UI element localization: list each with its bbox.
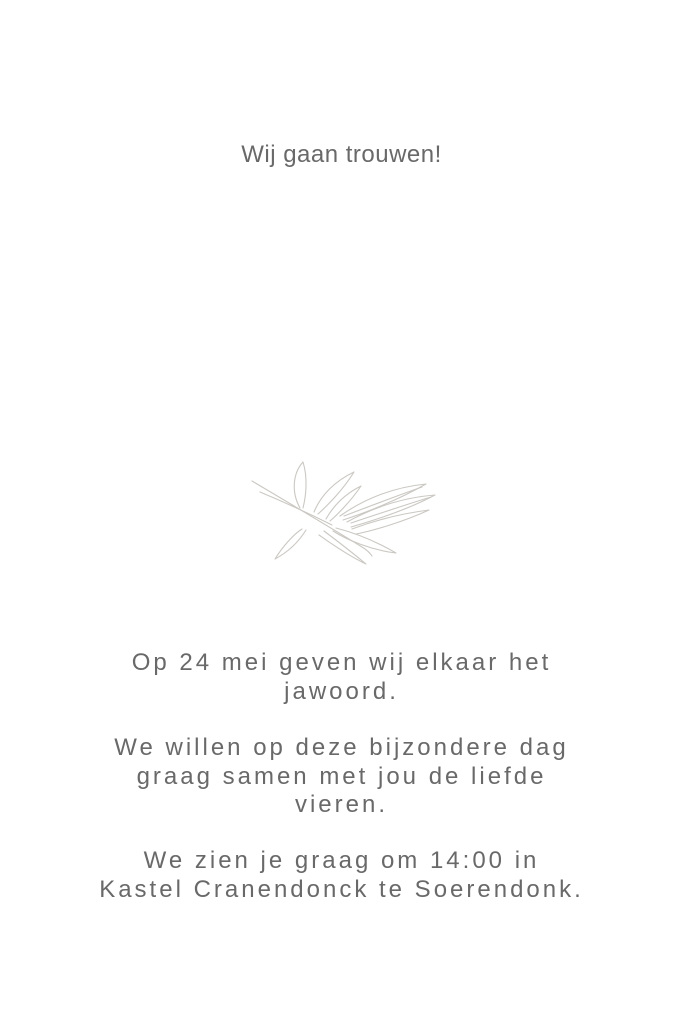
text-line: Kastel Cranendonck te Soerendonk. (99, 875, 584, 903)
invitation-paragraph-date (0, 649, 683, 706)
text-line: graag samen met jou de liefde (136, 762, 547, 790)
text-line: We zien je graag om 14:00 in (143, 847, 540, 874)
invitation-title: Wij gaan trouwen! (241, 141, 442, 168)
text-line: Op 24 mei geven wij elkaar het (131, 649, 552, 676)
invitation-paragraph-celebration (0, 734, 683, 820)
text-line: We willen op deze bijzondere dag (114, 734, 569, 761)
olive-branch-icon (250, 450, 440, 565)
text-line: vieren. (294, 791, 389, 818)
invitation-paragraph-venue (0, 847, 683, 904)
text-line: jawoord. (284, 677, 399, 705)
